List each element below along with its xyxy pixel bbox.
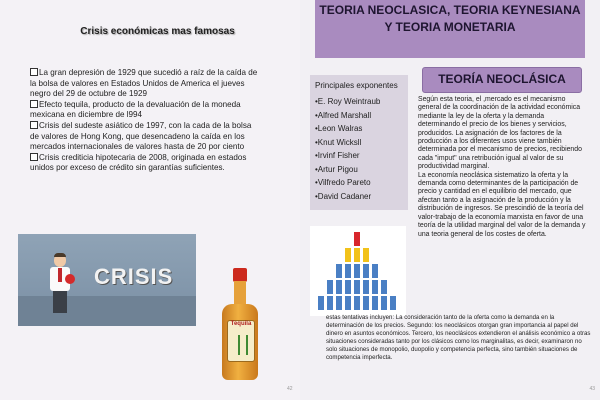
person-figure-icon: [354, 280, 360, 294]
checkbox-bullet-icon: [30, 68, 38, 76]
list-item: •Knut Wicksll: [315, 137, 362, 147]
list-item: Crisis del sudeste asiático de 1997, con la cada de la bolsa de valores de Hong Kong, que desencadeno la caída en los mercados internacionales de valores hasta de 20 por ciento: [30, 120, 252, 152]
person-figure-icon: [354, 232, 360, 246]
subtitle-box: [422, 67, 582, 93]
person-figure-icon: [363, 296, 369, 310]
person-figure-icon: [372, 280, 378, 294]
person-figure-icon: [390, 296, 396, 310]
page-title: TEORIA NEOCLASICA, TEORIA KEYNESIANA Y TEORIA MONETARIA: [319, 3, 581, 34]
person-figure-icon: [354, 296, 360, 310]
page-number-right: 43: [589, 386, 595, 392]
boxing-glove-icon: [65, 274, 75, 284]
person-figure-icon: [372, 264, 378, 278]
crisis-word: CRISIS: [94, 264, 174, 289]
crisis-illustration: [18, 234, 196, 326]
list-item: •Artur Pigou: [315, 164, 358, 174]
header-box: [315, 0, 585, 58]
person-figure-icon: [372, 296, 378, 310]
checkbox-bullet-icon: [30, 100, 38, 108]
exponents-box: [310, 75, 408, 210]
page-number-left: 42: [287, 386, 293, 392]
list-item: •Alfred Marshall: [315, 110, 372, 120]
crisis-list: [30, 68, 262, 174]
person-figure-icon: [363, 248, 369, 262]
list-item: •Vilfredo Pareto: [315, 178, 371, 187]
person-figure-icon: [327, 280, 333, 294]
list-item: Efecto tequila, producto de la devaluación de la moneda mexicana en diciembre de l994: [30, 99, 241, 120]
person-figure-icon: [336, 296, 342, 310]
neoclassic-text: [418, 96, 586, 239]
person-figure-icon: [354, 264, 360, 278]
tequila-bottle-illustration: [218, 268, 262, 384]
exponents-heading: Principales exponentes: [315, 81, 398, 90]
section-title: TEORÍA NEOCLÁSICA: [438, 72, 566, 86]
person-figure-icon: [336, 280, 342, 294]
person-figure-icon: [381, 296, 387, 310]
paragraph: La economía neoclásica sistematizo la oferta y la demanda como determinantes de la participación de precio y cantidad en el equilibrio del mercado, que afectan tanto a la asignación de la producción y la distribución de ingresos. Se prescindió de la teoría del valor-trabajo de la economía marxista en favor de una teoría de la utilidad marginal del valor de la demanda y una teoria general de los costes de oferta.: [418, 171, 586, 238]
list-item: •Irvinf Fisher: [315, 151, 360, 160]
list-item: •David Cadaner: [315, 191, 372, 201]
bottle-label: Tequila: [227, 320, 255, 362]
bottom-paragraph: estas tentativas incluyen: La consideración tanto de la oferta como la demanda en la determinación de los precios. Segundo: los neoclásicos otorgan gran importancia al papel del dinero en asuntos económicos. Tercero, los neoclásicos extendieron el análisis económico a otras situaciones consideradas tanto por los clásicos como los marginalitas, es decir, examinaron no solo situaciones de monopolio, duopolio y competencia perfecta, sino también situaciones de competencia imperfecta.: [326, 314, 591, 361]
checkbox-bullet-icon: [30, 153, 38, 161]
person-figure-icon: [345, 248, 351, 262]
list-item: •E. Roy Weintraub: [315, 97, 381, 106]
checkbox-bullet-icon: [30, 121, 38, 129]
person-figure-icon: [354, 248, 360, 262]
person-figure-icon: [318, 296, 324, 310]
exponents-list: [315, 95, 380, 203]
person-figure-icon: [381, 280, 387, 294]
list-item: La gran depresión de 1929 que sucedió a raíz de la caída de la bolsa de valores en Estados Unidos de America el jueves negro del 29 de octubre de 1929: [30, 68, 258, 99]
crisis-title: Crisis económicas mas famosas: [80, 26, 235, 37]
people-pyramid-illustration: [310, 226, 406, 316]
person-figure-icon: [336, 264, 342, 278]
person-figure-icon: [345, 264, 351, 278]
person-figure-icon: [363, 264, 369, 278]
agave-icon: [238, 335, 248, 355]
person-figure-icon: [345, 280, 351, 294]
right-page: [300, 0, 600, 400]
paragraph: Según esta teoria, el ,mercado es el mecanismo general de la coordinación de la actividad económica mediante la ley de la oferta y la demanda determinando el precio de los bienes y servicios, producidos. La asignación de los factores de la producción a los diferentes usos viene también determinada por el mecanismo de precios, recibiendo cada "imput" una retribución igual al valor de su productividad marginal.: [418, 96, 582, 171]
person-figure-icon: [327, 296, 333, 310]
list-item: •Leon Walras: [315, 124, 363, 133]
list-item: Crisis crediticia hipotecaria de 2008, originada en estados unidos por exceso de crédito sin garantías suficientes.: [30, 152, 247, 173]
person-figure-icon: [363, 280, 369, 294]
person-figure-icon: [345, 296, 351, 310]
